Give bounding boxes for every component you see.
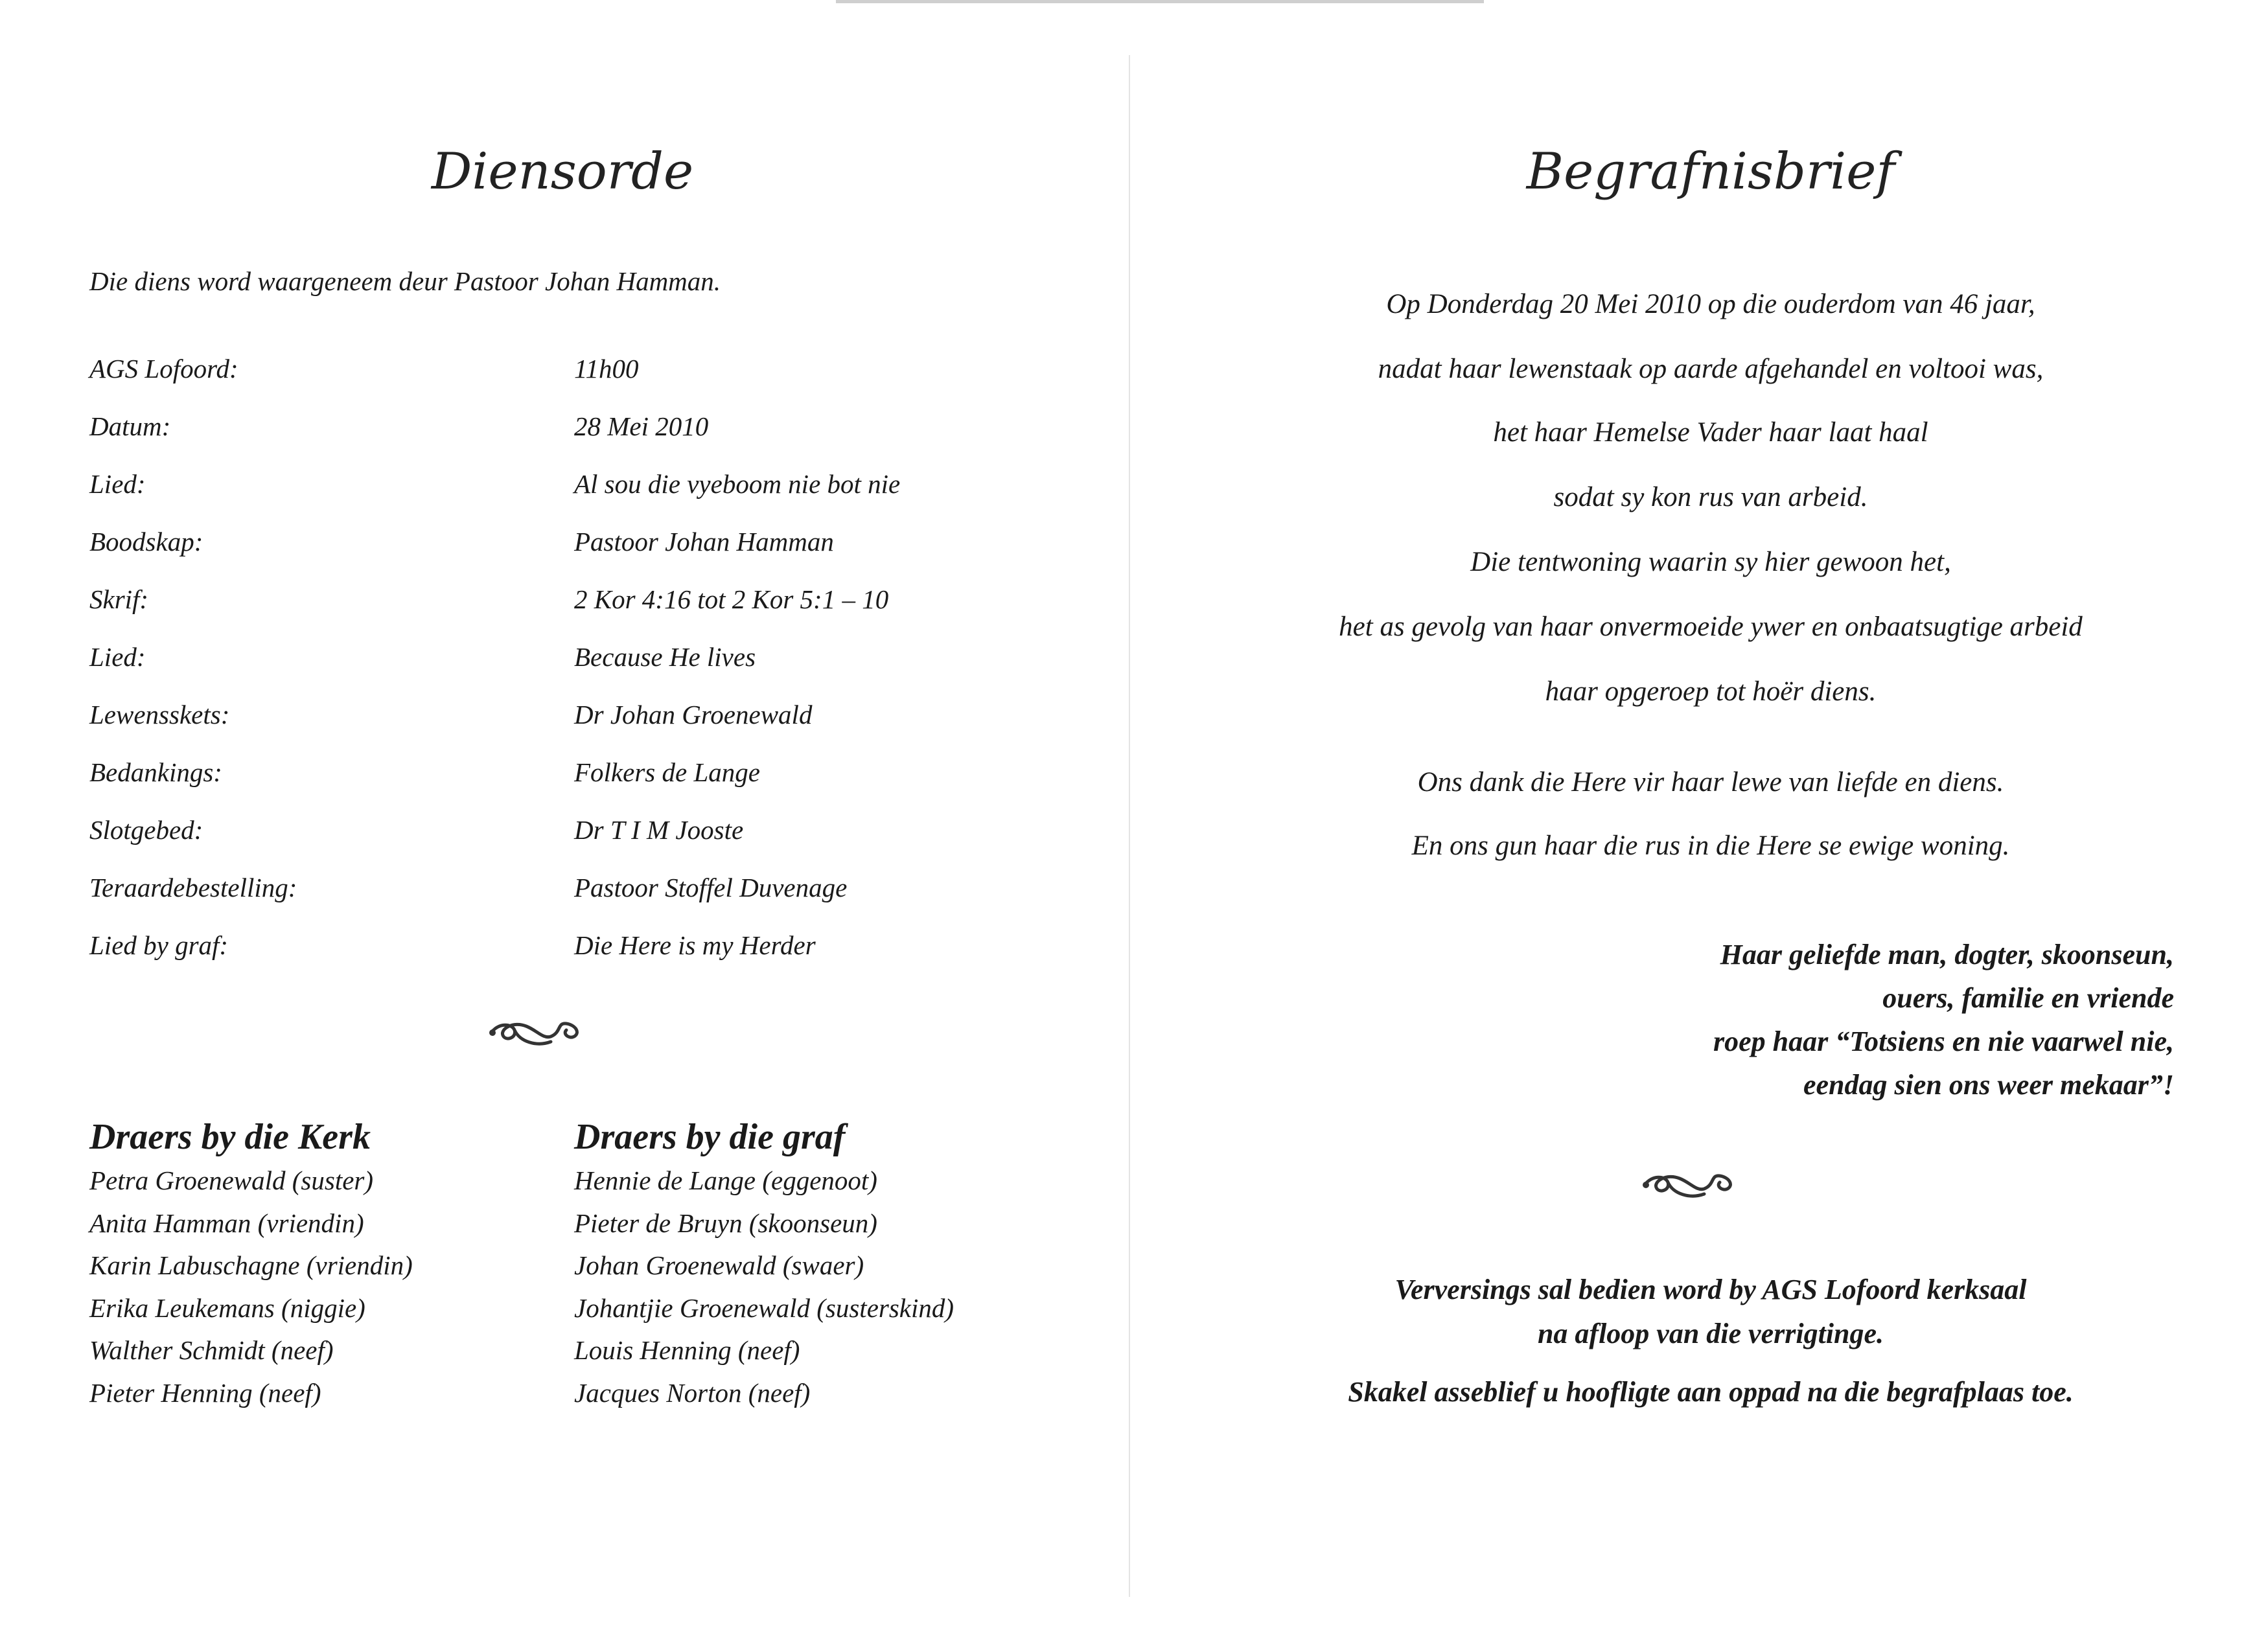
- service-row-value: Pastoor Johan Hamman: [574, 527, 834, 556]
- service-row-value: Folkers de Lange: [574, 757, 760, 787]
- service-row-label: AGS Lofoord:: [89, 354, 238, 384]
- service-row-value: Dr Johan Groenewald: [574, 700, 813, 729]
- pallbearer-name: Anita Hamman (vriendin): [89, 1208, 364, 1238]
- grave-pallbearers: [574, 1114, 1067, 1415]
- pallbearer-name: Karin Labuschagne (vriendin): [89, 1250, 413, 1281]
- pallbearer-name: Pieter de Bruyn (skoonseun): [574, 1208, 877, 1238]
- flourish-ornament: [1639, 1163, 1743, 1208]
- service-row-value: Al sou die vyeboom nie bot nie: [574, 469, 901, 499]
- service-row: [89, 757, 1100, 796]
- refreshments-line: na afloop van die verrigtinge.: [1537, 1318, 1884, 1349]
- pallbearer-name: Jacques Norton (neef): [574, 1377, 811, 1408]
- service-row: [89, 411, 1100, 450]
- pallbearer-name: Louis Henning (neef): [574, 1335, 800, 1366]
- farewell-line: ouers, familie en vriende: [1882, 982, 2174, 1014]
- church-pallbearers: [89, 1114, 582, 1415]
- service-row: [89, 930, 1100, 969]
- service-row-label: Skrif:: [89, 584, 149, 614]
- letter-line: haar opgeroep tot hoër diens.: [1545, 676, 1877, 707]
- pallbearer-name: Johan Groenewald (swaer): [574, 1250, 864, 1281]
- letter-line: het haar Hemelse Vader haar laat haal: [1493, 417, 1928, 448]
- top-edge-line: [836, 0, 1484, 3]
- service-order-title: Diensorde: [431, 143, 694, 201]
- funeral-letter-title: Begrafnisbrief: [1526, 143, 1895, 201]
- service-row-label: Lied:: [89, 642, 146, 672]
- family-farewell: [1713, 933, 2174, 1107]
- farewell-line: eendag sien ons weer mekaar”!: [1803, 1069, 2174, 1101]
- service-row-label: Lewensskets:: [89, 700, 230, 729]
- service-row-value: Dr T I M Jooste: [574, 815, 744, 845]
- service-row: [89, 526, 1100, 565]
- service-row-value: Because He lives: [574, 642, 756, 672]
- pallbearer-name: Johantjie Groenewald (susterskind): [574, 1292, 954, 1323]
- service-row-value: 28 Mei 2010: [574, 411, 709, 441]
- page-fold: [1129, 55, 1130, 1597]
- service-row: [89, 584, 1100, 623]
- letter-line: Ons dank die Here vir haar lewe van liefde en diens.: [1417, 767, 2004, 797]
- farewell-line: roep haar “Totsiens en nie vaarwel nie,: [1713, 1026, 2174, 1057]
- pallbearer-name: Petra Groenewald (suster): [89, 1165, 374, 1195]
- service-row: [89, 641, 1100, 680]
- service-row: [89, 699, 1100, 738]
- flourish-ornament: [486, 1011, 590, 1056]
- service-row-label: Slotgebed:: [89, 815, 203, 845]
- service-row-label: Boodskap:: [89, 527, 203, 556]
- service-row-label: Lied by graf:: [89, 930, 229, 960]
- letter-line: het as gevolg van haar onvermoeide ywer en onbaatsugtige arbeid: [1339, 612, 2083, 642]
- letter-line: Die tentwoning waarin sy hier gewoon het,: [1470, 547, 1951, 577]
- service-row-label: Datum:: [89, 411, 171, 441]
- headlights-notice: Skakel asseblief u hoofligte aan oppad na die begrafplaas toe.: [1348, 1376, 2074, 1408]
- letter-line: En ons gun haar die rus in die Here se ewige woning.: [1411, 831, 2010, 861]
- refreshments-line: Verversings sal bedien word by AGS Lofoord kerksaal: [1394, 1274, 2027, 1305]
- grave-pallbearers-heading: Draers by die graf: [574, 1117, 846, 1157]
- service-row: [89, 814, 1100, 853]
- pallbearer-name: Walther Schmidt (neef): [89, 1335, 334, 1366]
- service-row-value: Pastoor Stoffel Duvenage: [574, 873, 848, 902]
- service-row-value: Die Here is my Herder: [574, 930, 816, 960]
- church-pallbearers-heading: Draers by die Kerk: [89, 1117, 371, 1157]
- service-intro: Die diens word waargeneem deur Pastoor Johan Hamman.: [89, 266, 721, 296]
- service-row-value: 11h00: [574, 354, 639, 384]
- letter-line: Op Donderdag 20 Mei 2010 op die ouderdom van 46 jaar,: [1386, 289, 2035, 319]
- service-row-label: Lied:: [89, 469, 146, 499]
- service-row-label: Bedankings:: [89, 757, 222, 787]
- pallbearer-name: Hennie de Lange (eggenoot): [574, 1165, 877, 1195]
- service-row-label: Teraardebestelling:: [89, 873, 297, 902]
- service-row: [89, 468, 1100, 507]
- service-row: [89, 353, 1100, 392]
- letter-line: nadat haar lewenstaak op aarde afgehandel en voltooi was,: [1378, 354, 2044, 384]
- letter-line: sodat sy kon rus van arbeid.: [1553, 482, 1868, 512]
- pallbearer-name: Erika Leukemans (niggie): [89, 1292, 365, 1323]
- farewell-line: Haar geliefde man, dogter, skoonseun,: [1720, 939, 2174, 970]
- pallbearer-name: Pieter Henning (neef): [89, 1377, 321, 1408]
- service-row: [89, 872, 1100, 911]
- service-row-value: 2 Kor 4:16 tot 2 Kor 5:1 – 10: [574, 584, 889, 614]
